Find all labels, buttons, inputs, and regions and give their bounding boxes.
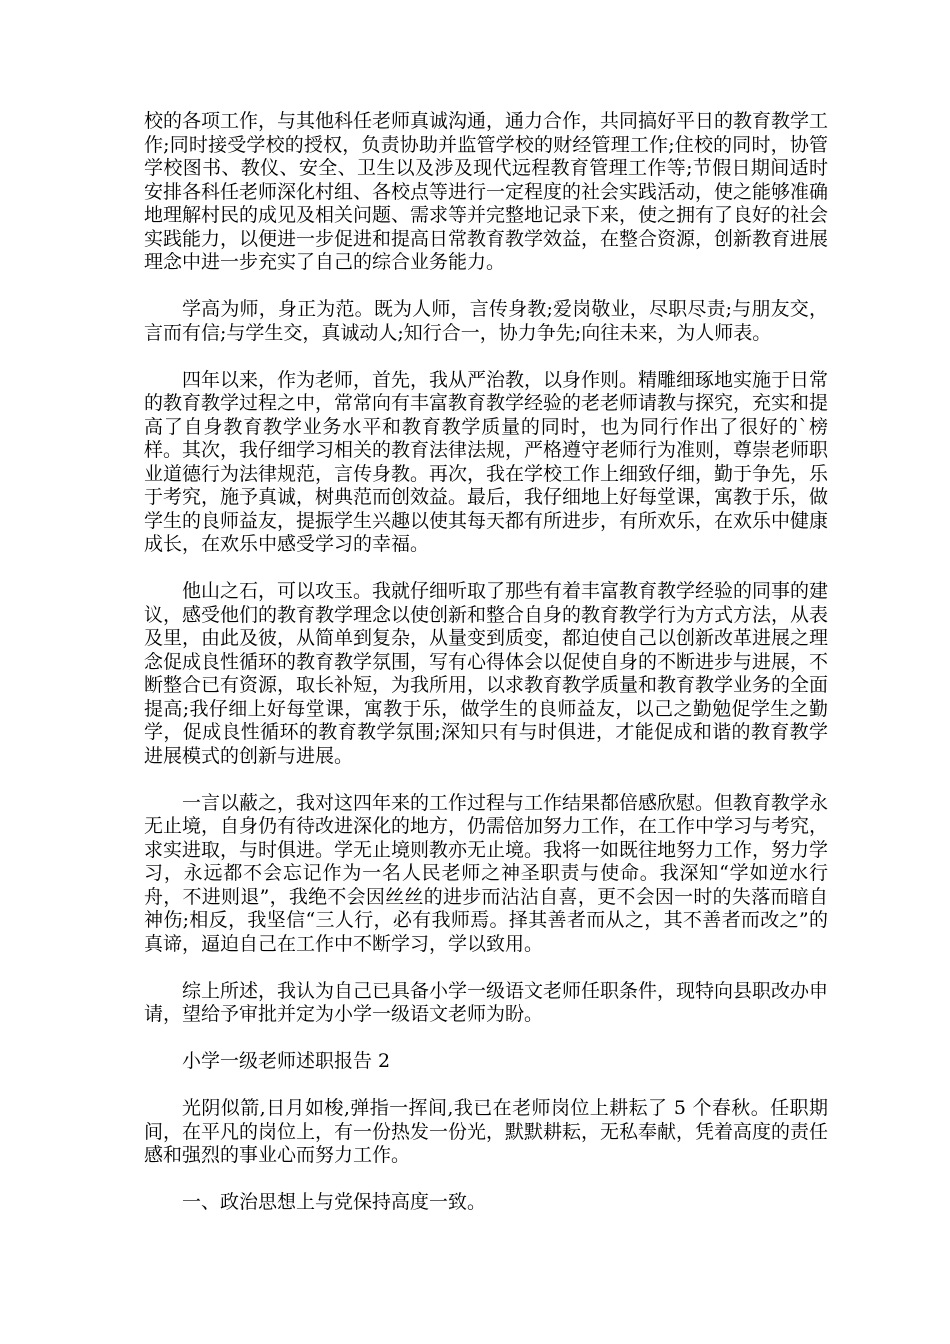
paragraph-learning-from-peers: 他山之石，可以攻玉。我就仔细听取了那些有着丰富教育教学经验的同事的建议，感受他们的教育教学理念以使创新和整合自身的教育教学行为方式方法，从表及里，由此及彼，从简单到复杂，从量变到质变，都迫使自己以创新改革进展之理念促成良性循环的教育教学氛围，写有心得体会以促使自身的不断进步与进展，不断整合已有资源，取长补短，为我所用，以求教育教学质量和教育教学业务的全面提高;我仔细上好每堂课，寓教于乐，做学生的良师益友，以己之勤勉促学生之勤学，促成良性循环的教育教学氛围;深知只有与时俱进，才能促成和谐的教育教学进展模式的创新与进展。 — [144, 580, 829, 767]
paragraph-teacher-ethics: 学高为师，身正为范。既为人师，言传身教;爱岗敬业，尽职尽责;与朋友交，言而有信;与学生交，真诚动人;知行合一，协力争先;向往未来，为人师表。 — [144, 298, 828, 344]
document-body — [144, 110, 828, 1238]
paragraph-application: 综上所述，我认为自己已具备小学一级语文老师任职条件，现特向县职改办申请，望给予审批并定为小学一级语文老师为盼。 — [144, 979, 829, 1025]
subheading-political-thought: 一、政治思想上与党保持高度一致。 — [182, 1191, 487, 1213]
section-heading-report-2: 小学一级老师述职报告 2 — [182, 1050, 391, 1072]
paragraph-continued: 校的各项工作，与其他科任老师真诚沟通，通力合作，共同搞好平日的教育教学工作;同时接受学校的授权，负责协助并监管学校的财经管理工作;住校的同时，协管学校图书、教仪、安全、卫生以及涉及现代远程教育管理工作等;节假日期间适时安排各科任老师深化村组、各校点等进行一定程度的社会实践活动，使之能够准确地理解村民的成见及相关问题、需求等并完整地记录下来，使之拥有了良好的社会实践能力，以便进一步促进和提高日常教育教学效益，在整合资源，创新教育进展理念中进一步充实了自己的综合业务能力。 — [144, 110, 829, 273]
paragraph-report-2-intro: 光阴似箭,日月如梭,弹指一挥间,我已在老师岗位上耕耘了 5 个春秋。任职期间，在平凡的岗位上，有一份热发一份光，默默耕耘，无私奉献，凭着高度的责任感和强烈的事业心而努力工作。 — [144, 1097, 829, 1166]
paragraph-four-years: 四年以来，作为老师，首先，我从严治教，以身作则。精雕细琢地实施于日常的教育教学过程之中，常常向有丰富教育教学经验的老老师请教与探究，充实和提高了自身教育教学业务水平和教育教学质量的同时，也为同行作出了很好的`榜样。其次，我仔细学习相关的教育法律法规，严格遵守老师行为准则，尊崇老师职业道德行为法律规范，言传身教。再次，我在学校工作上细致仔细，勤于争先，乐于考究，施予真诚，树典范而创效益。最后，我仔细地上好每堂课，寓教于乐，做学生的良师益友，提振学生兴趣以使其每天都有所进步，有所欢乐，在欢乐中健康成长，在欢乐中感受学习的幸福。 — [144, 368, 829, 555]
paragraph-summary: 一言以蔽之，我对这四年来的工作过程与工作结果都倍感欣慰。但教育教学永无止境，自身仍有待改进深化的地方，仍需倍加努力工作，在工作中学习与考究，求实进取，与时俱进。学无止境则教亦无止境。我将一如既往地努力工作，努力学习，永远都不会忘记作为一名人民老师之神圣职责与使命。我深知“学如逆水行舟，不进则退”，我绝不会因丝丝的进步而沾沾自喜，更不会因一时的失落而暗自神伤;相反，我坚信“三人行，必有我师焉。择其善者而从之，其不善者而改之”的真谛，逼迫自己在工作中不断学习，学以致用。 — [144, 791, 829, 955]
